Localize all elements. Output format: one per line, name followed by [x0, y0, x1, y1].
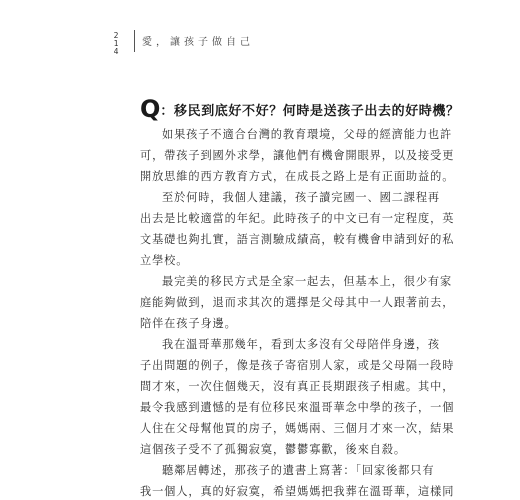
body-line: 我一個人，真的好寂寞，希望媽媽把我葬在溫哥華，這樣同: [140, 485, 455, 498]
body-line: 最完美的移民方式是全家一起去，但基本上，很少有家: [162, 275, 453, 288]
body-line: 開放思維的西方教育方式，在成長之路上是有正面助益的。: [140, 170, 455, 183]
body-text: [140, 124, 455, 500]
header-divider: [134, 30, 135, 52]
body-line: 聽鄰居轉述，那孩子的遺書上寫著：「回家後都只有: [162, 464, 435, 477]
body-line: 子出問題的例子，像是孩子寄宿別人家，或是父母隔一段時: [140, 359, 455, 372]
body-line: 文基礎也夠扎實，語言測驗成績高，較有機會申請到好的私: [140, 233, 455, 246]
body-line: 如果孩子不適合台灣的教育環境，父母的經濟能力也許: [162, 128, 453, 141]
question-heading: [140, 95, 460, 123]
body-line: 我在溫哥華那幾年，看到太多沒有父母陪伴身邊，孩: [162, 338, 441, 351]
question-text: ：移民到底好不好？何時是送孩子出去的好時機？: [160, 104, 460, 119]
page-number-digit: 2: [113, 31, 119, 40]
body-line: 陪伴在孩子身邊。: [140, 317, 237, 330]
body-line: 庭能夠做到，退而求其次的選擇是父母其中一人跟著前去，: [140, 296, 455, 309]
question-marker: Q: [140, 95, 161, 123]
body-line: 這個孩子受不了孤獨寂寞，鬱鬱寡歡，後來自殺。: [140, 443, 406, 456]
running-head: 愛，讓孩子做自己: [142, 37, 254, 48]
body-line: 可，帶孩子到國外求學，讓他們有機會開眼界，以及接受更: [140, 149, 455, 162]
body-line: 間才來，一次住個幾天，沒有真正長期跟孩子相處。其中，: [140, 380, 455, 393]
page-number-digit: 4: [113, 47, 119, 56]
body-line: 最令我感到遺憾的是有位移民來溫哥華念中學的孩子，一個: [140, 401, 455, 414]
body-line: 出去是比較適當的年紀。此時孩子的中文已有一定程度，英: [140, 212, 455, 225]
page-number-digit: 1: [113, 39, 119, 48]
body-line: 至於何時，我個人建議，孩子讀完國一、國二課程再: [162, 191, 441, 204]
body-line: 立學校。: [140, 254, 189, 267]
body-line: 人住在父母幫他買的房子，媽媽兩、三個月才來一次，結果: [140, 422, 455, 435]
page-number: [111, 32, 121, 56]
